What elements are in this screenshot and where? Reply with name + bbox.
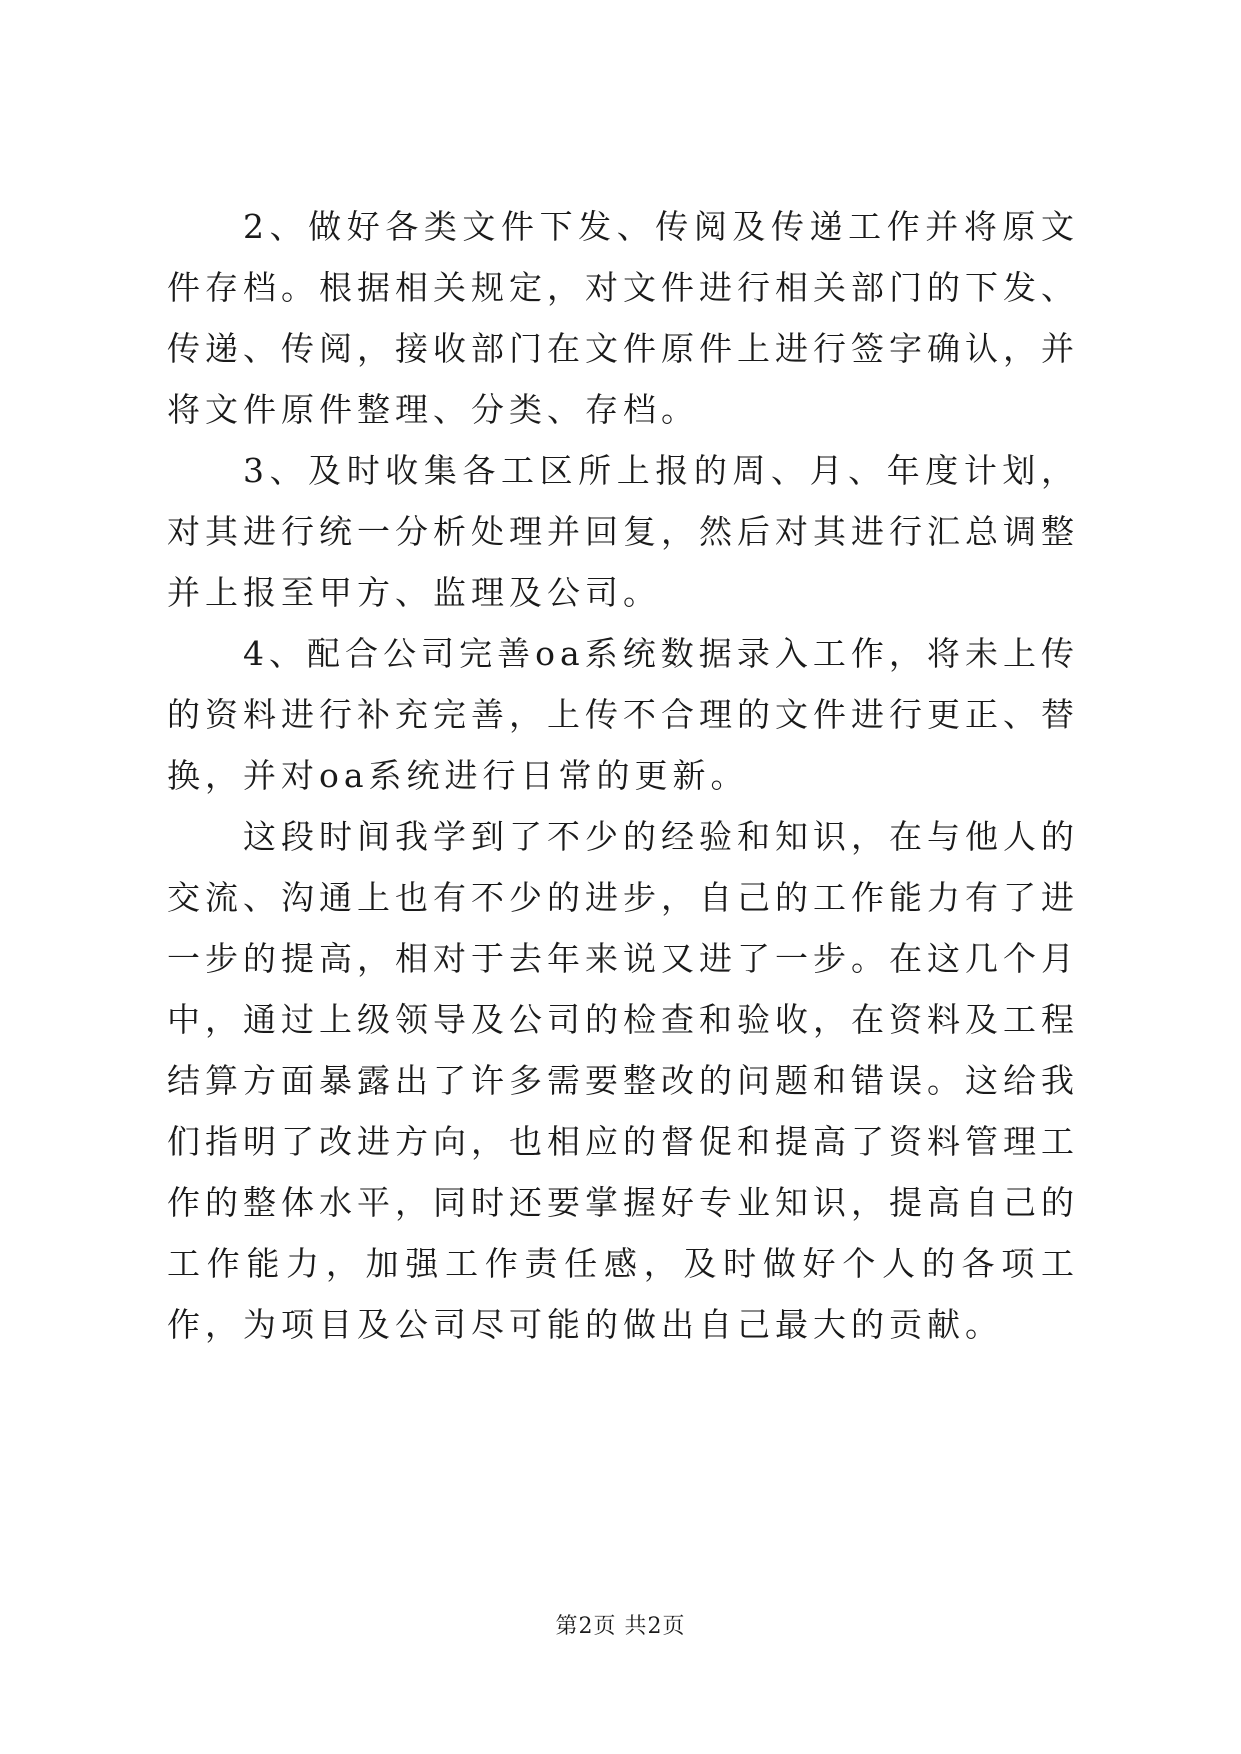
paragraph-summary: 这段时间我学到了不少的经验和知识，在与他人的交流、沟通上也有不少的进步，自己的工作能力有了进一步的提高，相对于去年来说又进了一步。在这几个月中，通过上级领导及公司的检查和验收，在资料及工程结算方面暴露出了许多需要整改的问题和错误。这给我们指明了改进方向，也相应的督促和提高了资料管理工作的整体水平，同时还要掌握好专业知识，提高自己的工作能力，加强工作责任感，及时做好个人的各项工作，为项目及公司尽可能的做出自己最大的贡献。 (167, 817, 1079, 1344)
document-body (167, 196, 1079, 1355)
paragraph-item-3: 3、及时收集各工区所上报的周、月、年度计划，对其进行统一分析处理并回复，然后对其进行汇总调整并上报至甲方、监理及公司。 (167, 451, 1079, 612)
page-footer: 第2页 共2页 (555, 1614, 686, 1639)
paragraph-item-4: 4、配合公司完善oa系统数据录入工作，将未上传的资料进行补充完善，上传不合理的文件进行更正、替换，并对oa系统进行日常的更新。 (167, 634, 1079, 795)
paragraph-item-2: 2、做好各类文件下发、传阅及传递工作并将原文件存档。根据相关规定，对文件进行相关部门的下发、传递、传阅，接收部门在文件原件上进行签字确认，并将文件原件整理、分类、存档。 (167, 207, 1079, 429)
